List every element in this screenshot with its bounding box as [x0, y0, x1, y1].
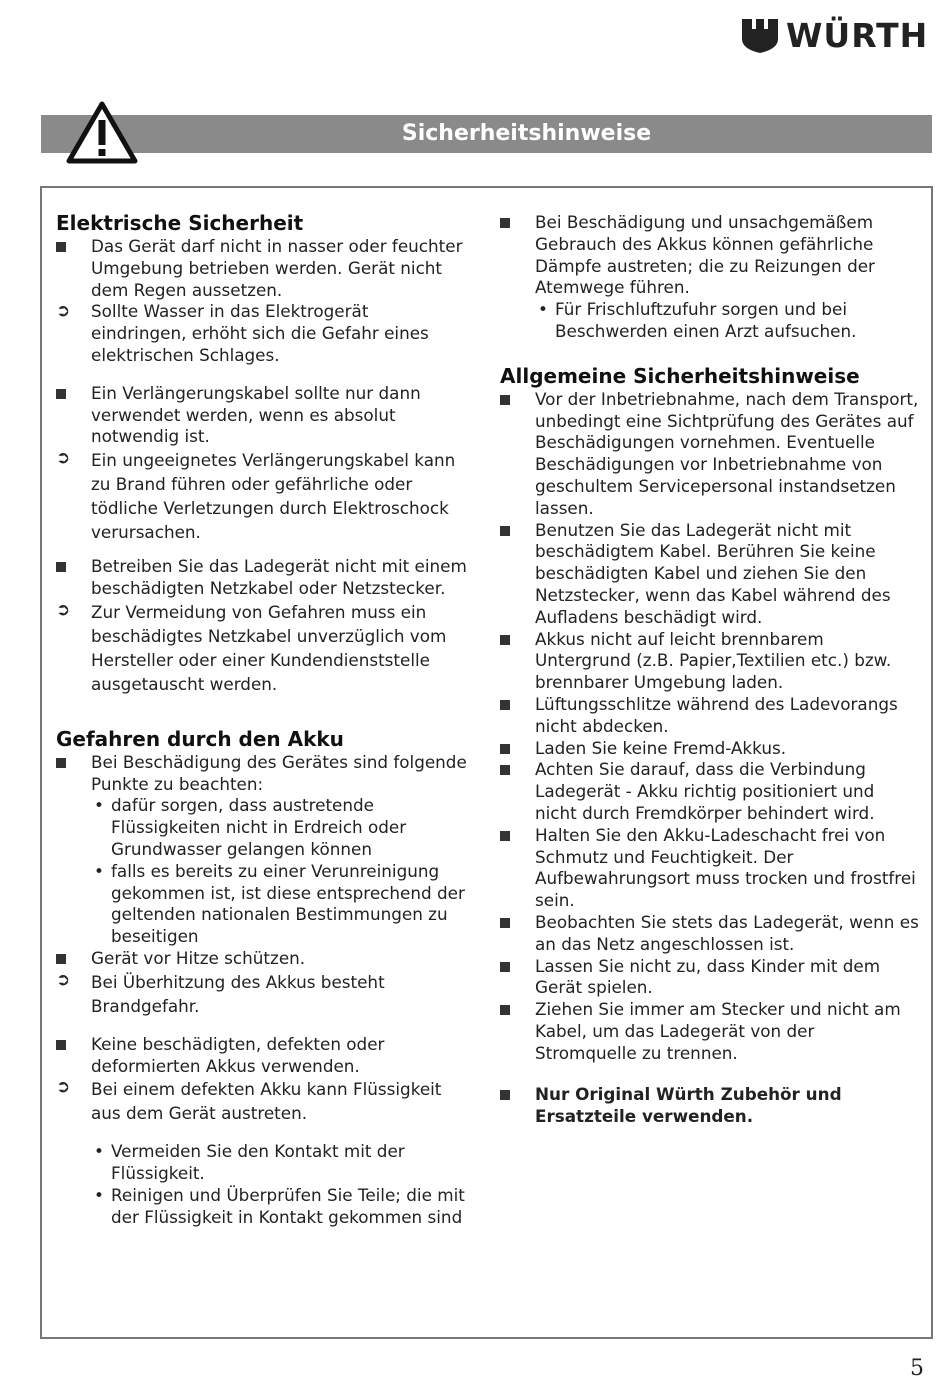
list-item: Bei Beschädigung des Gerätes sind folgende Punkte zu beachten:: [56, 752, 468, 796]
sub-list-item: • Für Frischluftzufuhr sorgen und bei Beschwerden einen Arzt aufsuchen.: [538, 299, 857, 341]
page-number: 5: [910, 1356, 924, 1381]
section-title-electrical: Elektrische Sicherheit: [56, 211, 304, 235]
section-banner: [41, 115, 932, 153]
warning-icon: [66, 100, 138, 164]
list-item: ➲ Bei einem defekten Akku kann Flüssigkeit aus dem Gerät austreten.: [56, 1077, 442, 1124]
square-bullet-icon: [500, 635, 510, 645]
section-title-battery: Gefahren durch den Akku: [56, 726, 344, 751]
square-bullet-icon: [56, 562, 66, 572]
list-item: Ziehen Sie immer am Stecker und nicht am Kabel, um das Ladegerät von der Stromquelle zu trennen.: [500, 999, 920, 1064]
sub-list-item: • dafür sorgen, dass austretende Flüssigkeiten nicht in Erdreich oder Grundwasser gelangen können: [94, 795, 407, 859]
arrow-right-icon: ➲: [56, 448, 71, 469]
page-title: Sicherheitshinweise: [401, 121, 652, 146]
arrow-right-icon: ➲: [56, 1077, 71, 1098]
list-item: Ein Verlängerungskabel sollte nur dann verwendet werden, wenn es absolut notwendig ist.: [56, 383, 468, 448]
square-bullet-icon: [500, 744, 510, 754]
arrow-right-icon: ➲: [56, 301, 71, 322]
list-item: Lüftungsschlitze während des Ladevorangs nicht abdecken.: [500, 694, 920, 738]
sub-list-item: • Vermeiden Sie den Kontakt mit der Flüssigkeit.: [94, 1141, 405, 1184]
square-bullet-icon: [56, 389, 66, 399]
square-bullet-icon: [56, 242, 66, 252]
list-item: Betreiben Sie das Ladegerät nicht mit einem beschädigten Netzkabel oder Netzstecker.: [56, 556, 468, 600]
list-item: Vor der Inbetriebnahme, nach dem Transport, unbedingt eine Sichtprüfung des Gerätes auf Beschädigungen vornehmen. Eventuelle Beschädigungen vor Inbetriebnahme von geschultem Servicepersonal instandsetzen lassen.: [500, 389, 920, 520]
list-item: Laden Sie keine Fremd-Akkus.: [500, 738, 920, 760]
section-title-general: Allgemeine Sicherheitshinweise: [500, 363, 860, 388]
right-column: [500, 212, 920, 1128]
arrow-right-icon: ➲: [56, 599, 71, 620]
square-bullet-icon: [500, 831, 510, 841]
square-bullet-icon: [500, 918, 510, 928]
list-item: Gerät vor Hitze schützen.: [56, 948, 468, 970]
list-item: Akkus nicht auf leicht brennbarem Untergrund (z.B. Papier,Textilien etc.) bzw. brennbarer Umgebung laden.: [500, 629, 920, 694]
brand-name: WÜRTH: [786, 15, 929, 55]
square-bullet-icon: [500, 1005, 510, 1015]
list-item: Lassen Sie nicht zu, dass Kinder mit dem Gerät spielen.: [500, 956, 920, 1000]
arrow-right-icon: ➲: [56, 969, 71, 990]
sub-list-item: • Reinigen und Überprüfen Sie Teile; die mit der Flüssigkeit in Kontakt gekommen sind: [94, 1184, 465, 1227]
square-bullet-icon: [56, 758, 66, 768]
wurth-logo-icon: [740, 15, 780, 55]
square-bullet-icon: [56, 1040, 66, 1050]
list-item: Benutzen Sie das Ladegerät nicht mit beschädigtem Kabel. Berühren Sie keine beschädigten Kabel und ziehen Sie den Netzstecker, wenn das Kabel während des Aufladens beschädigt wird.: [500, 520, 920, 629]
list-item: Halten Sie den Akku-Ladeschacht frei von Schmutz und Feuchtigkeit. Der Aufbewahrungsort muss trocken und frostfrei sein.: [500, 825, 920, 912]
list-item: Bei Beschädigung und unsachgemäßem Gebrauch des Akkus können gefährliche Dämpfe austreten; die zu Reizungen der Atemwege führen.: [500, 212, 920, 299]
left-column: [56, 210, 468, 1229]
square-bullet-icon: [500, 765, 510, 775]
square-bullet-icon: [500, 526, 510, 536]
sub-list-item: • falls es bereits zu einer Verunreinigung gekommen ist, ist diese entsprechend der geltenden nationalen Bestimmungen zu beseitigen: [94, 860, 465, 947]
square-bullet-icon: [56, 954, 66, 964]
square-bullet-icon: [500, 700, 510, 710]
square-bullet-icon: [500, 218, 510, 228]
list-item: ➲ Zur Vermeidung von Gefahren muss ein beschädigtes Netzkabel unverzüglich vom Hersteller oder einer Kundendienststelle ausgetauscht werden.: [56, 599, 447, 694]
list-item: Achten Sie darauf, dass die Verbindung Ladegerät - Akku richtig positioniert und nicht durch Fremdkörper behindert wird.: [500, 759, 920, 824]
list-item: Beobachten Sie stets das Ladegerät, wenn es an das Netz angeschlossen ist.: [500, 912, 920, 956]
square-bullet-icon: [500, 395, 510, 405]
list-item: Keine beschädigten, defekten oder deformierten Akkus verwenden.: [56, 1034, 468, 1078]
list-item-emphasis: Nur Original Würth Zubehör und Ersatzteile verwenden.: [500, 1084, 920, 1128]
square-bullet-icon: [500, 1090, 510, 1100]
list-item: Das Gerät darf nicht in nasser oder feuchter Umgebung betrieben werden. Gerät nicht dem Regen aussetzen.: [56, 236, 468, 301]
square-bullet-icon: [500, 962, 510, 972]
wurth-logo: [740, 12, 932, 58]
list-item: ➲ Ein ungeeignetes Verlängerungskabel kann zu Brand führen oder gefährliche oder tödliche Verletzungen durch Elektroschock verursachen.: [56, 448, 456, 543]
list-item: ➲ Sollte Wasser in das Elektrogerät eindringen, erhöht sich die Gefahr eines elektrischen Schlages.: [56, 301, 429, 365]
list-item: ➲ Bei Überhitzung des Akkus besteht Brandgefahr.: [56, 969, 385, 1016]
